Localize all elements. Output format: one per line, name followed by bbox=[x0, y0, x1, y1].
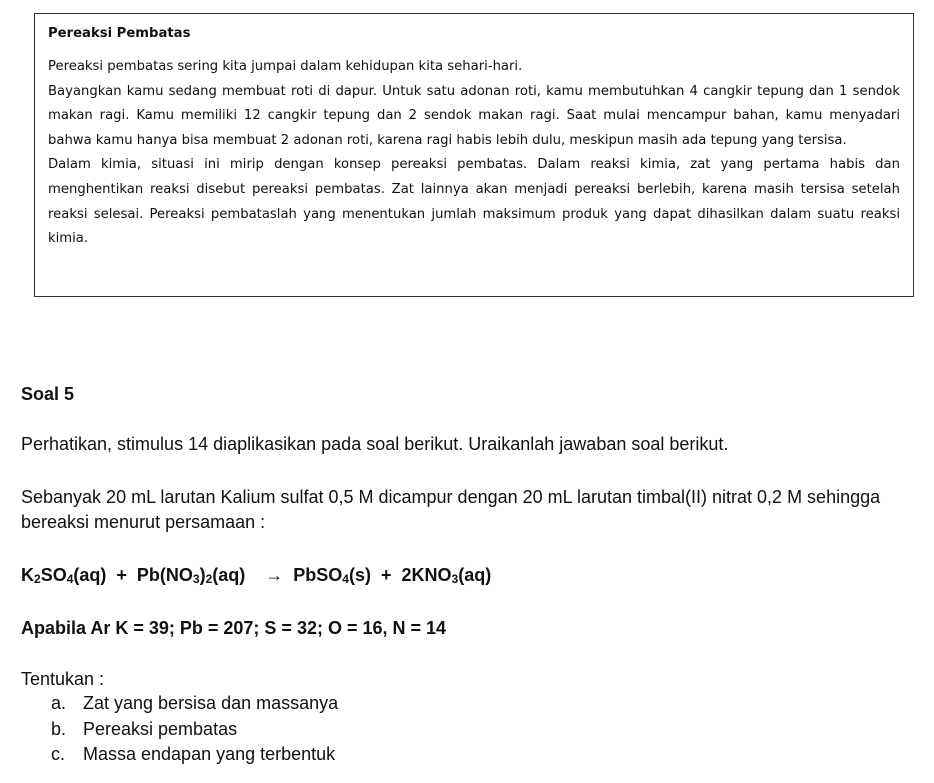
question-instruction: Perhatikan, stimulus 14 diaplikasikan pada soal berikut. Uraikanlah jawaban soal berikut. bbox=[21, 434, 729, 454]
task-text: Pereaksi pembatas bbox=[83, 718, 238, 739]
list-marker: c. bbox=[51, 744, 66, 764]
list-item bbox=[48, 717, 338, 743]
product-potassium-nitrate: $2KNO_3(aq)$ bbox=[401, 565, 492, 586]
product-lead-sulfate: PbSO$_4$(s) bbox=[293, 565, 371, 586]
reactant-lead-nitrate: $Pb(NO_3)_2(aq)$ bbox=[136, 565, 246, 586]
stimulus-title: Pereaksi Pembatas bbox=[48, 26, 191, 41]
stimulus-paragraph: Pereaksi pembatas sering kita jumpai dalam kehidupan kita sehari-hari. bbox=[48, 59, 523, 74]
list-item bbox=[48, 742, 338, 768]
reactant-potassium-sulfate: $K_2SO_4(aq)$ bbox=[21, 565, 107, 586]
plus-sign: + bbox=[380, 565, 392, 585]
atomic-masses: Apabila Ar K = 39; Pb = 207; S = 32; O = 16, N = 14 bbox=[21, 618, 447, 638]
question-problem: Sebanyak 20 mL larutan Kalium sulfat 0,5 M dicampur dengan 20 mL larutan timbal(II) nitrat 0,2 M sehingga bereaksi menurut persamaan : bbox=[21, 487, 881, 532]
question-title: Soal 5 bbox=[21, 384, 75, 404]
reaction-equation bbox=[21, 562, 491, 588]
plus-sign: + bbox=[116, 565, 127, 585]
task-text: Massa endapan yang terbentuk bbox=[83, 744, 336, 764]
stimulus-box bbox=[34, 13, 914, 297]
task-list bbox=[48, 691, 338, 768]
task-label: Tentukan : bbox=[21, 669, 105, 689]
stimulus-paragraph: Dalam kimia, situasi ini mirip dengan konsep pereaksi pembatas. Dalam reaksi kimia, zat yang pertama habis dan menghentikan reaksi disebut pereaksi pembatas. Zat lainnya akan menjadi pereaksi berlebih, karena masih tersisa setelah reaksi selesai. Pereaksi pembataslah yang menentukan jumlah maksimum produk yang dapat dihasilkan dalam suatu reaksi kimia. bbox=[48, 157, 900, 247]
list-marker: a. bbox=[51, 693, 67, 713]
reaction-arrow: → bbox=[265, 565, 284, 585]
list-item bbox=[48, 691, 338, 717]
list-marker: b. bbox=[51, 718, 67, 739]
task-text: Zat yang bersisa dan massanya bbox=[83, 693, 339, 713]
stimulus-paragraph: Bayangkan kamu sedang membuat roti di dapur. Untuk satu adonan roti, kamu membutuhkan 4 cangkir tepung dan 1 sendok makan ragi. Kamu memiliki 12 cangkir tepung dan 2 sendok makan ragi. Saat mulai mencampur bahan, kamu menyadari bahwa kamu hanya bisa membuat 2 adonan roti, karena ragi habis lebih dulu, meskipun masih ada tepung yang tersisa. bbox=[48, 83, 900, 148]
